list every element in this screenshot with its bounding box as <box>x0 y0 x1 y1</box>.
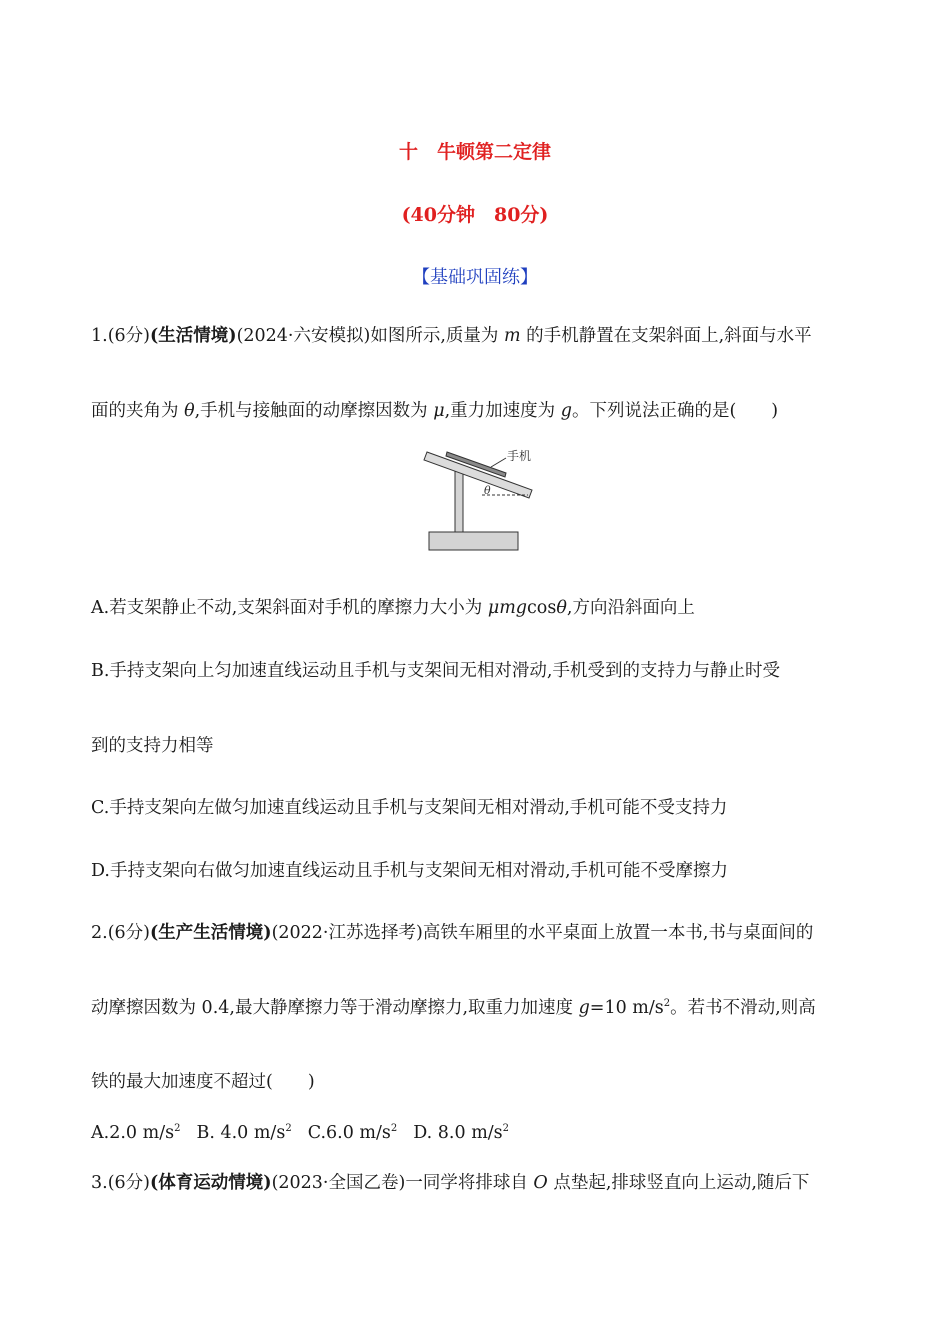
q2-var-g: g <box>578 998 590 1018</box>
page-title: 十 牛顿第二定律 <box>398 141 551 163</box>
q2-option-a: A.2.0 m/s <box>91 1123 175 1143</box>
q2-option-d: D. 8.0 m/s <box>413 1123 503 1143</box>
q2-text: (2022·江苏选择考)高铁车厢里的水平桌面上放置一本书,书与桌面间的 <box>271 923 814 943</box>
q1-var-g: g <box>560 401 572 421</box>
q2-options <box>91 1121 866 1145</box>
q1-option-d: D.手持支架向右做匀加速直线运动且手机与支架间无相对滑动,手机可能不受摩擦力 <box>91 861 729 881</box>
q1-option-b-line2: 到的支持力相等 <box>91 736 214 756</box>
q2-superscript: 2 <box>285 1123 292 1134</box>
pointer-line <box>491 458 506 467</box>
q1-number: 1. <box>91 326 108 346</box>
q2-superscript: 2 <box>390 1123 398 1134</box>
q1-option-a-text: A.若支架静止不动,支架斜面对手机的摩擦力大小为 <box>91 598 488 618</box>
stand-pole <box>455 470 463 532</box>
q1-option-a-expr: μmg <box>487 598 527 618</box>
q3-text: (2023·全国乙卷)一同学将排球自 <box>271 1173 534 1193</box>
q1-var-theta: θ <box>184 401 195 421</box>
q3-var-o: O <box>533 1173 548 1193</box>
q2-line3: 铁的最大加速度不超过( ) <box>91 1072 315 1092</box>
time-score: (40分钟 80分) <box>401 204 549 226</box>
stand-base <box>429 532 518 550</box>
q1-text: 的手机静置在支架斜面上,斜面与水平 <box>520 326 812 346</box>
q2-line2 <box>91 996 866 1020</box>
q1-text: 面的夹角为 <box>91 401 185 421</box>
q1-option-a-cos: cos <box>527 598 557 618</box>
q1-option-a-text: ,方向沿斜面向上 <box>566 598 695 618</box>
q1-option-a-theta: θ <box>556 598 567 618</box>
q1-text: 。下列说法正确的是( ) <box>571 401 779 421</box>
section-heading: 【基础巩固练】 <box>412 267 538 288</box>
q1-text: ,重力加速度为 <box>444 401 561 421</box>
q1-option-c: C.手持支架向左做匀加速直线运动且手机与支架间无相对滑动,手机可能不受支持力 <box>91 798 728 818</box>
q3-number: 3. <box>91 1173 108 1193</box>
phone-label: 手机 <box>507 449 532 463</box>
q2-score: (6分) <box>107 923 150 943</box>
q2-option-b: B. 4.0 m/s <box>196 1123 286 1143</box>
q3-line1 <box>91 1171 866 1195</box>
q2-text: 。若书不滑动,则高 <box>670 998 816 1018</box>
q1-var-m: m <box>503 326 521 346</box>
q1-line1 <box>91 324 866 348</box>
angle-label: θ <box>484 484 491 497</box>
q3-score: (6分) <box>107 1173 150 1193</box>
q1-line2 <box>91 399 866 423</box>
q2-option-c: C.6.0 m/s <box>307 1123 391 1143</box>
q2-superscript: 2 <box>502 1123 510 1134</box>
q2-number: 2. <box>91 923 108 943</box>
q1-option-a <box>91 596 866 620</box>
q2-superscript: 2 <box>663 998 671 1009</box>
q2-text: =10 m/s <box>589 998 664 1018</box>
phone-stand-figure <box>420 444 540 556</box>
q2-text: 动摩擦因数为 0.4,最大静摩擦力等于滑动摩擦力,取重力加速度 <box>91 998 579 1018</box>
q2-line1 <box>91 921 866 945</box>
q3-text: 点垫起,排球竖直向上运动,随后下 <box>547 1173 810 1193</box>
q2-superscript: 2 <box>174 1123 181 1134</box>
q1-score: (6分) <box>107 326 150 346</box>
q1-var-mu: μ <box>433 401 445 421</box>
q1-text: ,手机与接触面的动摩擦因数为 <box>194 401 434 421</box>
q3-tag: (体育运动情境) <box>150 1173 272 1193</box>
q1-option-b-line1: B.手持支架向上匀加速直线运动且手机与支架间无相对滑动,手机受到的支持力与静止时受 <box>91 661 780 681</box>
q2-tag: (生产生活情境) <box>150 923 272 943</box>
q1-tag: (生活情境) <box>150 326 237 346</box>
q1-source: (2024·六安模拟) <box>236 326 371 346</box>
q1-text: 如图所示,质量为 <box>370 326 504 346</box>
